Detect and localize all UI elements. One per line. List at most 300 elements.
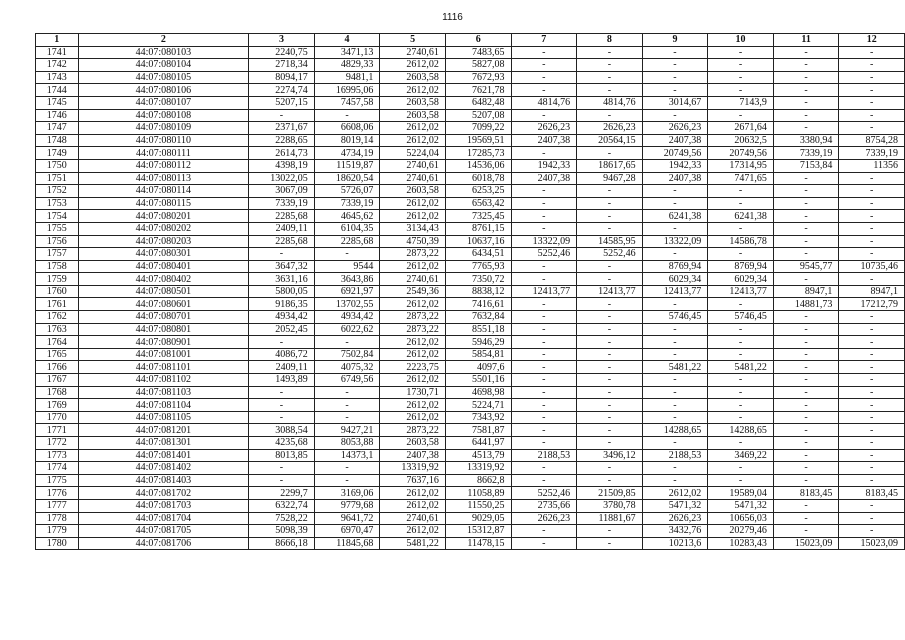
table-cell: - xyxy=(839,462,905,475)
table-cell: - xyxy=(773,348,839,361)
table-cell: 2612,02 xyxy=(380,59,446,72)
table-cell: 5252,46 xyxy=(577,248,643,261)
table-cell: - xyxy=(642,323,708,336)
table-cell: 7632,84 xyxy=(445,311,511,324)
table-cell: - xyxy=(511,386,577,399)
table-cell: 12413,77 xyxy=(642,285,708,298)
table-row xyxy=(36,348,905,361)
table-cell: 2409,11 xyxy=(249,361,315,374)
table-cell: - xyxy=(773,84,839,97)
table-cell: 7621,78 xyxy=(445,84,511,97)
table-cell: - xyxy=(773,235,839,248)
table-cell: - xyxy=(642,59,708,72)
table-cell: - xyxy=(642,474,708,487)
table-cell: - xyxy=(773,311,839,324)
table-cell: 44:07:081705 xyxy=(78,525,249,538)
table-cell: 2626,23 xyxy=(511,512,577,525)
table-cell: - xyxy=(708,185,774,198)
table-cell: 44:07:080701 xyxy=(78,311,249,324)
table-cell: 8183,45 xyxy=(773,487,839,500)
table-cell: - xyxy=(773,222,839,235)
table-cell: 1755 xyxy=(36,222,79,235)
table-cell: - xyxy=(249,399,315,412)
table-cell: 2371,67 xyxy=(249,122,315,135)
table-cell: 8662,8 xyxy=(445,474,511,487)
table-cell: - xyxy=(511,374,577,387)
table-cell: 11478,15 xyxy=(445,537,511,550)
table-cell: - xyxy=(577,298,643,311)
table-cell: 2740,61 xyxy=(380,159,446,172)
table-cell: - xyxy=(839,84,905,97)
table-cell: 2188,53 xyxy=(511,449,577,462)
table-cell: - xyxy=(249,336,315,349)
table-cell: 2603,58 xyxy=(380,109,446,122)
table-cell: 4398,19 xyxy=(249,159,315,172)
table-cell: - xyxy=(577,109,643,122)
table-cell: 7343,92 xyxy=(445,411,511,424)
table-cell: - xyxy=(839,222,905,235)
table-cell: 7502,84 xyxy=(314,348,380,361)
table-cell: - xyxy=(839,348,905,361)
table-cell: 17285,73 xyxy=(445,147,511,160)
column-header: 4 xyxy=(314,34,380,47)
table-row xyxy=(36,159,905,172)
table-row xyxy=(36,487,905,500)
table-cell: 1753 xyxy=(36,197,79,210)
table-cell: - xyxy=(773,399,839,412)
table-cell: 2614,73 xyxy=(249,147,315,160)
table-cell: 3014,67 xyxy=(642,96,708,109)
table-cell: 20279,46 xyxy=(708,525,774,538)
table-cell: - xyxy=(511,147,577,160)
table-cell: 8183,45 xyxy=(839,487,905,500)
table-cell: 6241,38 xyxy=(708,210,774,223)
table-cell: 18620,54 xyxy=(314,172,380,185)
table-cell: - xyxy=(511,399,577,412)
table-cell: 8019,14 xyxy=(314,134,380,147)
table-cell: 2052,45 xyxy=(249,323,315,336)
table-cell: 2285,68 xyxy=(249,210,315,223)
table-cell: 2612,02 xyxy=(380,411,446,424)
table-cell: 5800,05 xyxy=(249,285,315,298)
table-cell: 1767 xyxy=(36,374,79,387)
table-cell: 3631,16 xyxy=(249,273,315,286)
table-cell: 14373,1 xyxy=(314,449,380,462)
table-cell: - xyxy=(577,46,643,59)
table-row xyxy=(36,59,905,72)
table-cell: - xyxy=(708,109,774,122)
table-cell: 2873,22 xyxy=(380,323,446,336)
table-cell: 14288,65 xyxy=(642,424,708,437)
table-cell: 2612,02 xyxy=(642,487,708,500)
table-cell: - xyxy=(773,96,839,109)
table-cell: 9545,77 xyxy=(773,260,839,273)
table-cell: - xyxy=(642,374,708,387)
table-cell: 1747 xyxy=(36,122,79,135)
page-number: 1116 xyxy=(442,12,463,23)
table-cell: 8666,18 xyxy=(249,537,315,550)
table-cell: 44:07:080106 xyxy=(78,84,249,97)
table-cell: 7765,93 xyxy=(445,260,511,273)
table-cell: 44:07:081001 xyxy=(78,348,249,361)
table-cell: - xyxy=(839,336,905,349)
header-row xyxy=(36,34,905,47)
column-header: 6 xyxy=(445,34,511,47)
table-cell: 10213,6 xyxy=(642,537,708,550)
table-row xyxy=(36,499,905,512)
table-cell: 2612,02 xyxy=(380,525,446,538)
table-row xyxy=(36,46,905,59)
table-cell: - xyxy=(577,336,643,349)
table-cell: - xyxy=(773,185,839,198)
table-cell: 44:07:081402 xyxy=(78,462,249,475)
table-cell: - xyxy=(511,411,577,424)
table-cell: 2299,7 xyxy=(249,487,315,500)
table-cell: 2612,02 xyxy=(380,499,446,512)
table-cell: 1942,33 xyxy=(511,159,577,172)
table-cell: 9029,05 xyxy=(445,512,511,525)
table-cell: 7483,65 xyxy=(445,46,511,59)
table-cell: - xyxy=(708,462,774,475)
table-cell: 11881,67 xyxy=(577,512,643,525)
table-cell: 3496,12 xyxy=(577,449,643,462)
table-cell: 2612,02 xyxy=(380,260,446,273)
table-cell: - xyxy=(642,46,708,59)
table-cell: 5471,32 xyxy=(642,499,708,512)
table-cell: - xyxy=(511,222,577,235)
table-cell: 1758 xyxy=(36,260,79,273)
table-row xyxy=(36,537,905,550)
table-cell: 5946,29 xyxy=(445,336,511,349)
table-cell: 8551,18 xyxy=(445,323,511,336)
table-cell: - xyxy=(773,197,839,210)
table-cell: 44:07:080202 xyxy=(78,222,249,235)
table-cell: 5854,81 xyxy=(445,348,511,361)
table-cell: 3134,43 xyxy=(380,222,446,235)
table-cell: 5501,16 xyxy=(445,374,511,387)
table-cell: 44:07:081103 xyxy=(78,386,249,399)
register-table xyxy=(35,33,905,550)
table-cell: - xyxy=(839,311,905,324)
table-cell: 8761,15 xyxy=(445,222,511,235)
table-row xyxy=(36,185,905,198)
table-cell: - xyxy=(708,386,774,399)
table-cell: 5746,45 xyxy=(642,311,708,324)
table-cell: - xyxy=(511,109,577,122)
table-cell: - xyxy=(249,386,315,399)
table-cell: 1750 xyxy=(36,159,79,172)
column-header: 8 xyxy=(577,34,643,47)
table-cell: - xyxy=(839,374,905,387)
table-cell: - xyxy=(773,437,839,450)
table-cell: 9427,21 xyxy=(314,424,380,437)
table-cell: - xyxy=(314,399,380,412)
table-cell: 3469,22 xyxy=(708,449,774,462)
table-cell: - xyxy=(577,348,643,361)
table-cell: 5252,46 xyxy=(511,487,577,500)
table-cell: 5098,39 xyxy=(249,525,315,538)
table-cell: 6921,97 xyxy=(314,285,380,298)
table-cell: - xyxy=(577,147,643,160)
table-cell: 7143,9 xyxy=(708,96,774,109)
table-cell: 2407,38 xyxy=(642,134,708,147)
table-cell: - xyxy=(708,197,774,210)
table-cell: - xyxy=(773,424,839,437)
table-cell: - xyxy=(773,210,839,223)
table-cell: - xyxy=(314,386,380,399)
table-cell: - xyxy=(773,374,839,387)
table-cell: 7637,16 xyxy=(380,474,446,487)
table-row xyxy=(36,525,905,538)
table-cell: - xyxy=(773,411,839,424)
table-row xyxy=(36,386,905,399)
table-cell: 6018,78 xyxy=(445,172,511,185)
table-cell: - xyxy=(577,411,643,424)
column-header: 10 xyxy=(708,34,774,47)
table-cell: 13322,09 xyxy=(511,235,577,248)
table-cell: 7416,61 xyxy=(445,298,511,311)
table-cell: 6608,06 xyxy=(314,122,380,135)
table-cell: - xyxy=(708,59,774,72)
table-cell: 1754 xyxy=(36,210,79,223)
table-cell: - xyxy=(249,248,315,261)
table-cell: 2407,38 xyxy=(511,172,577,185)
table-cell: 20749,56 xyxy=(642,147,708,160)
table-row xyxy=(36,361,905,374)
table-cell: 44:07:081706 xyxy=(78,537,249,550)
table-cell: 2288,65 xyxy=(249,134,315,147)
table-cell: - xyxy=(642,399,708,412)
table-cell: - xyxy=(839,109,905,122)
table-cell: 14585,95 xyxy=(577,235,643,248)
table-cell: 44:07:080112 xyxy=(78,159,249,172)
table-cell: - xyxy=(839,437,905,450)
table-cell: 2549,36 xyxy=(380,285,446,298)
table-row xyxy=(36,374,905,387)
table-cell: - xyxy=(249,411,315,424)
table-cell: - xyxy=(839,449,905,462)
table-cell: 8838,12 xyxy=(445,285,511,298)
table-cell: 1730,71 xyxy=(380,386,446,399)
table-cell: - xyxy=(839,122,905,135)
table-cell: 4086,72 xyxy=(249,348,315,361)
table-cell: - xyxy=(511,348,577,361)
table-cell: 2612,02 xyxy=(380,298,446,311)
table-cell: 2240,75 xyxy=(249,46,315,59)
table-cell: 7153,84 xyxy=(773,159,839,172)
column-header: 1 xyxy=(36,34,79,47)
table-cell: 5252,46 xyxy=(511,248,577,261)
table-cell: 4814,76 xyxy=(511,96,577,109)
table-row xyxy=(36,273,905,286)
table-cell: 2612,02 xyxy=(380,336,446,349)
table-cell: - xyxy=(511,210,577,223)
table-cell: 6563,42 xyxy=(445,197,511,210)
table-cell: 2740,61 xyxy=(380,46,446,59)
table-cell: 1764 xyxy=(36,336,79,349)
table-cell: - xyxy=(511,323,577,336)
table-cell: - xyxy=(314,474,380,487)
table-cell: 1762 xyxy=(36,311,79,324)
table-cell: 2740,61 xyxy=(380,172,446,185)
table-cell: - xyxy=(642,348,708,361)
table-cell: 17212,79 xyxy=(839,298,905,311)
table-cell: 10283,43 xyxy=(708,537,774,550)
table-cell: - xyxy=(577,361,643,374)
table-cell: - xyxy=(577,462,643,475)
table-row xyxy=(36,210,905,223)
table-cell: - xyxy=(642,71,708,84)
table-cell: 1756 xyxy=(36,235,79,248)
table-cell: 44:07:080111 xyxy=(78,147,249,160)
table-cell: 44:07:081401 xyxy=(78,449,249,462)
table-cell: 14586,78 xyxy=(708,235,774,248)
table-cell: 1763 xyxy=(36,323,79,336)
table-cell: - xyxy=(773,46,839,59)
table-cell: 44:07:081403 xyxy=(78,474,249,487)
table-cell: 2612,02 xyxy=(380,122,446,135)
table-cell: 2612,02 xyxy=(380,84,446,97)
table-cell: 4829,33 xyxy=(314,59,380,72)
table-cell: - xyxy=(839,361,905,374)
table-cell: - xyxy=(839,235,905,248)
table-cell: 12413,77 xyxy=(708,285,774,298)
table-cell: - xyxy=(511,336,577,349)
table-row xyxy=(36,437,905,450)
table-cell: - xyxy=(577,210,643,223)
table-cell: - xyxy=(773,109,839,122)
table-cell: 5207,08 xyxy=(445,109,511,122)
table-cell: - xyxy=(839,323,905,336)
table-row xyxy=(36,449,905,462)
table-row xyxy=(36,197,905,210)
table-cell: 11356 xyxy=(839,159,905,172)
table-cell: 8769,94 xyxy=(642,260,708,273)
table-cell: - xyxy=(511,474,577,487)
table-cell: 6970,47 xyxy=(314,525,380,538)
table-cell: 13702,55 xyxy=(314,298,380,311)
table-cell: - xyxy=(773,273,839,286)
table-cell: 5726,07 xyxy=(314,185,380,198)
table-cell: - xyxy=(839,424,905,437)
table-cell: 7581,87 xyxy=(445,424,511,437)
table-cell: - xyxy=(839,499,905,512)
table-cell: 2735,66 xyxy=(511,499,577,512)
table-row xyxy=(36,109,905,122)
table-cell: 4734,19 xyxy=(314,147,380,160)
table-cell: 1765 xyxy=(36,348,79,361)
table-cell: 1493,89 xyxy=(249,374,315,387)
table-cell: 4513,79 xyxy=(445,449,511,462)
table-cell: - xyxy=(511,84,577,97)
table-cell: 44:07:081104 xyxy=(78,399,249,412)
table-cell: - xyxy=(577,84,643,97)
table-cell: 5481,22 xyxy=(380,537,446,550)
table-cell: - xyxy=(314,336,380,349)
table-cell: - xyxy=(314,411,380,424)
table-cell: - xyxy=(577,260,643,273)
table-cell: - xyxy=(511,361,577,374)
table-cell: 11845,68 xyxy=(314,537,380,550)
table-cell: 2603,58 xyxy=(380,185,446,198)
table-cell: 2407,38 xyxy=(380,449,446,462)
table-cell: 11058,89 xyxy=(445,487,511,500)
table-cell: 6241,38 xyxy=(642,210,708,223)
table-cell: 2188,53 xyxy=(642,449,708,462)
table-cell: - xyxy=(773,248,839,261)
table-cell: 8947,1 xyxy=(773,285,839,298)
table-cell: - xyxy=(839,474,905,487)
table-cell: 14881,73 xyxy=(773,298,839,311)
table-cell: 5471,32 xyxy=(708,499,774,512)
table-cell: - xyxy=(708,374,774,387)
table-cell: 12413,77 xyxy=(511,285,577,298)
table-cell: 2612,02 xyxy=(380,210,446,223)
table-cell: 4097,6 xyxy=(445,361,511,374)
table-cell: 44:07:080103 xyxy=(78,46,249,59)
table-cell: 3067,09 xyxy=(249,185,315,198)
table-cell: 7339,19 xyxy=(249,197,315,210)
table-cell: 44:07:080402 xyxy=(78,273,249,286)
table-row xyxy=(36,411,905,424)
table-cell: 9186,35 xyxy=(249,298,315,311)
table-cell: 4934,42 xyxy=(314,311,380,324)
table-cell: 1942,33 xyxy=(642,159,708,172)
table-cell: - xyxy=(773,122,839,135)
table-cell: 7325,45 xyxy=(445,210,511,223)
table-cell: - xyxy=(773,512,839,525)
table-cell: 44:07:080108 xyxy=(78,109,249,122)
table-cell: 6441,97 xyxy=(445,437,511,450)
table-cell: - xyxy=(708,323,774,336)
table-row xyxy=(36,84,905,97)
table-cell: - xyxy=(708,71,774,84)
table-cell: 44:07:080601 xyxy=(78,298,249,311)
table-cell: - xyxy=(708,46,774,59)
table-cell: 8053,88 xyxy=(314,437,380,450)
table-cell: 4075,32 xyxy=(314,361,380,374)
table-cell: 1769 xyxy=(36,399,79,412)
table-cell: 1776 xyxy=(36,487,79,500)
table-cell: - xyxy=(577,197,643,210)
column-header: 12 xyxy=(839,34,905,47)
table-cell: 44:07:081201 xyxy=(78,424,249,437)
table-cell: 44:07:081105 xyxy=(78,411,249,424)
table-row xyxy=(36,248,905,261)
table-cell: - xyxy=(577,437,643,450)
table-row xyxy=(36,260,905,273)
table-cell: - xyxy=(642,185,708,198)
table-cell: 44:07:080109 xyxy=(78,122,249,135)
table-cell: - xyxy=(839,399,905,412)
table-cell: 4698,98 xyxy=(445,386,511,399)
table-cell: - xyxy=(708,474,774,487)
table-cell: 44:07:080113 xyxy=(78,172,249,185)
table-cell: 1773 xyxy=(36,449,79,462)
table-cell: - xyxy=(511,197,577,210)
table-cell: - xyxy=(773,336,839,349)
table-cell: 15312,87 xyxy=(445,525,511,538)
table-cell: 6322,74 xyxy=(249,499,315,512)
table-cell: - xyxy=(314,109,380,122)
table-cell: 44:07:080115 xyxy=(78,197,249,210)
table-cell: 7339,19 xyxy=(773,147,839,160)
table-cell: 2407,38 xyxy=(511,134,577,147)
table-cell: 44:07:080201 xyxy=(78,210,249,223)
table-cell: - xyxy=(511,298,577,311)
table-cell: 2603,58 xyxy=(380,71,446,84)
table-cell: 3471,13 xyxy=(314,46,380,59)
